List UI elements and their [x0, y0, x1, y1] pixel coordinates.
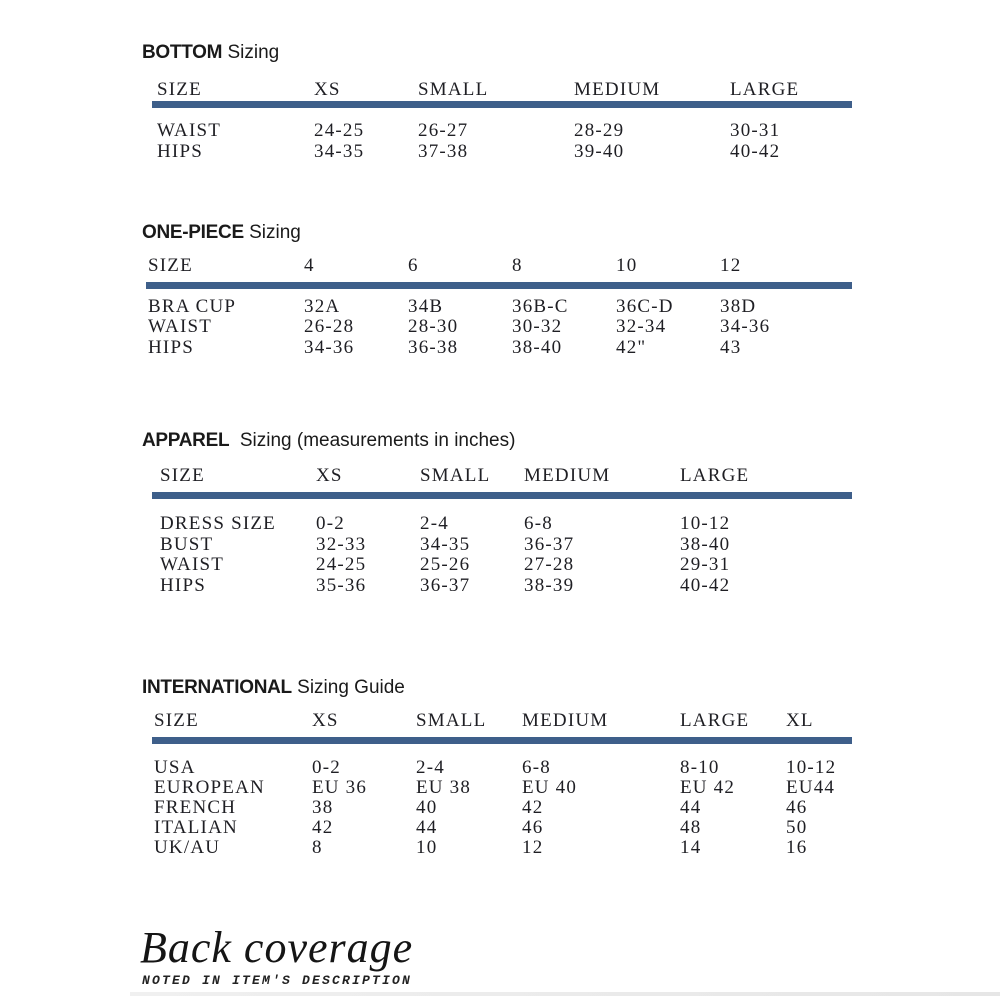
international-header-5: XL [786, 710, 814, 731]
apparel-header-0: SIZE [160, 465, 205, 486]
onepiece-row-label: HIPS [148, 337, 194, 358]
bottom-title-rest: Sizing [227, 42, 280, 63]
bottom-header-2: SMALL [418, 79, 489, 100]
international-table-cell: 8 [312, 837, 323, 858]
bottom-table-cell: 39-40 [574, 141, 625, 162]
international-row-label: FRENCH [154, 797, 237, 818]
onepiece-header-divider [146, 282, 852, 289]
international-table-cell: 2-4 [416, 757, 445, 778]
bottom-table-cell: 34-35 [314, 141, 365, 162]
international-table-cell: 42 [312, 817, 334, 838]
onepiece-table-cell: 34-36 [304, 337, 355, 358]
apparel-table-cell: 40-42 [680, 575, 731, 596]
onepiece-header-5: 12 [720, 255, 742, 276]
onepiece-row-label: WAIST [148, 316, 213, 337]
international-row-label: ITALIAN [154, 817, 238, 838]
onepiece-table-cell: 32-34 [616, 316, 667, 337]
bottom-header-1: XS [314, 79, 341, 100]
footer-divider [130, 992, 1000, 996]
onepiece-table-cell: 42" [616, 337, 647, 358]
apparel-table-cell: 36-37 [420, 575, 471, 596]
bottom-header-3: MEDIUM [574, 79, 661, 100]
international-header-0: SIZE [154, 710, 199, 731]
apparel-header-divider [152, 492, 852, 499]
international-table-cell: EU44 [786, 777, 836, 798]
apparel-header-4: LARGE [680, 465, 750, 486]
bottom-row-label: HIPS [157, 141, 203, 162]
apparel-table-cell: 35-36 [316, 575, 367, 596]
bottom-header-divider [152, 101, 852, 108]
onepiece-header-2: 6 [408, 255, 419, 276]
international-table-cell: 8-10 [680, 757, 720, 778]
international-table-cell: EU 38 [416, 777, 472, 798]
international-header-4: LARGE [680, 710, 750, 731]
onepiece-table-cell: 32A [304, 296, 341, 317]
onepiece-header-4: 10 [616, 255, 638, 276]
bottom-table-cell: 37-38 [418, 141, 469, 162]
international-row-label: UK/AU [154, 837, 221, 858]
international-table-cell: 10-12 [786, 757, 837, 778]
apparel-table-cell: 0-2 [316, 513, 345, 534]
apparel-table-cell: 2-4 [420, 513, 449, 534]
international-row-label: USA [154, 757, 196, 778]
international-table-cell: 0-2 [312, 757, 341, 778]
international-table-cell: 46 [522, 817, 544, 838]
onepiece-table-cell: 28-30 [408, 316, 459, 337]
onepiece-table-cell: 43 [720, 337, 742, 358]
apparel-table-cell: 36-37 [524, 534, 575, 555]
apparel-header-1: XS [316, 465, 343, 486]
onepiece-table-cell: 26-28 [304, 316, 355, 337]
bottom-header-0: SIZE [157, 79, 202, 100]
onepiece-table-cell: 38D [720, 296, 757, 317]
apparel-table-cell: 27-28 [524, 554, 575, 575]
onepiece-table-cell: 36-38 [408, 337, 459, 358]
international-table-cell: 10 [416, 837, 438, 858]
international-table-cell: 14 [680, 837, 702, 858]
bottom-row-label: WAIST [157, 120, 222, 141]
bottom-sizing-title [142, 42, 279, 64]
international-header-divider [152, 737, 852, 744]
international-header-1: XS [312, 710, 339, 731]
onepiece-header-3: 8 [512, 255, 523, 276]
apparel-title-bold: APPAREL [142, 430, 230, 451]
apparel-table-cell: 24-25 [316, 554, 367, 575]
international-header-2: SMALL [416, 710, 487, 731]
onepiece-sizing-title [142, 222, 301, 244]
international-table-cell: 40 [416, 797, 438, 818]
apparel-table-cell: 38-40 [680, 534, 731, 555]
apparel-row-label: HIPS [160, 575, 206, 596]
bottom-table-cell: 28-29 [574, 120, 625, 141]
apparel-table-cell: 29-31 [680, 554, 731, 575]
international-table-cell: 44 [680, 797, 702, 818]
onepiece-table-cell: 30-32 [512, 316, 563, 337]
international-header-3: MEDIUM [522, 710, 609, 731]
international-table-cell: 12 [522, 837, 544, 858]
international-table-cell: 48 [680, 817, 702, 838]
onepiece-table-cell: 38-40 [512, 337, 563, 358]
international-table-cell: EU 36 [312, 777, 368, 798]
apparel-row-label: BUST [160, 534, 214, 555]
international-table-cell: EU 42 [680, 777, 736, 798]
international-table-cell: 46 [786, 797, 808, 818]
apparel-table-cell: 32-33 [316, 534, 367, 555]
back-coverage-note: NOTED IN ITEM'S DESCRIPTION [142, 973, 413, 988]
bottom-table-cell: 24-25 [314, 120, 365, 141]
apparel-header-2: SMALL [420, 465, 491, 486]
apparel-table-cell: 6-8 [524, 513, 553, 534]
back-coverage-heading: Back coverage [140, 923, 414, 972]
international-table-cell: 16 [786, 837, 808, 858]
onepiece-table-cell: 36C-D [616, 296, 674, 317]
international-table-cell: 50 [786, 817, 808, 838]
apparel-table-cell: 38-39 [524, 575, 575, 596]
bottom-table-cell: 40-42 [730, 141, 781, 162]
apparel-sizing-title [142, 430, 515, 452]
onepiece-table-cell: 34B [408, 296, 444, 317]
international-sizing-title [142, 677, 405, 699]
international-row-label: EUROPEAN [154, 777, 265, 798]
apparel-table-cell: 10-12 [680, 513, 731, 534]
onepiece-title-rest: Sizing [249, 222, 301, 243]
international-table-cell: EU 40 [522, 777, 578, 798]
international-title-rest: Sizing Guide [297, 677, 405, 698]
bottom-header-4: LARGE [730, 79, 800, 100]
apparel-table-cell: 34-35 [420, 534, 471, 555]
apparel-row-label: DRESS SIZE [160, 513, 276, 534]
bottom-table-cell: 30-31 [730, 120, 781, 141]
international-table-cell: 38 [312, 797, 334, 818]
onepiece-table-cell: 36B-C [512, 296, 569, 317]
bottom-title-bold: BOTTOM [142, 42, 223, 63]
apparel-table-cell: 25-26 [420, 554, 471, 575]
onepiece-title-bold: ONE-PIECE [142, 222, 244, 243]
international-title-bold: INTERNATIONAL [142, 677, 292, 698]
apparel-header-3: MEDIUM [524, 465, 611, 486]
onepiece-table-cell: 34-36 [720, 316, 771, 337]
bottom-table-cell: 26-27 [418, 120, 469, 141]
onepiece-row-label: BRA CUP [148, 296, 237, 317]
international-table-cell: 44 [416, 817, 438, 838]
onepiece-header-0: SIZE [148, 255, 193, 276]
apparel-row-label: WAIST [160, 554, 225, 575]
onepiece-header-1: 4 [304, 255, 315, 276]
international-table-cell: 42 [522, 797, 544, 818]
apparel-title-rest: Sizing (measurements in inches) [239, 430, 516, 451]
international-table-cell: 6-8 [522, 757, 551, 778]
